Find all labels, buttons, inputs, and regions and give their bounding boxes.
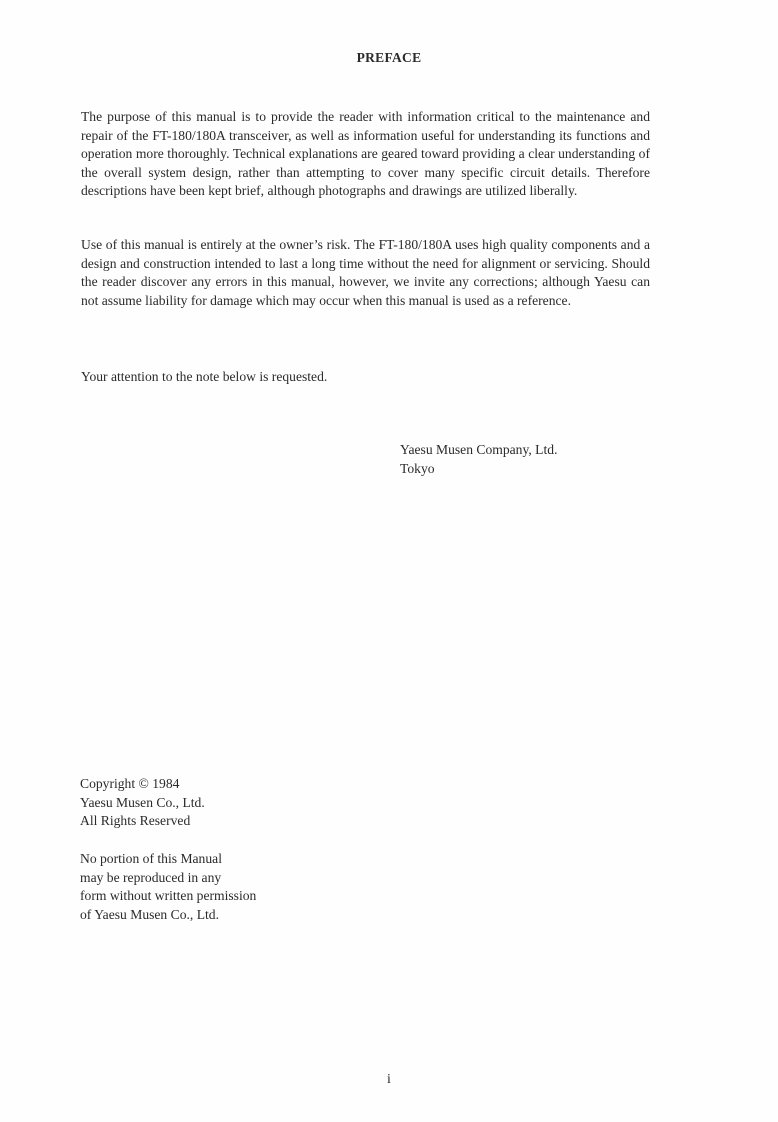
notice-line-3: form without written permission bbox=[80, 888, 257, 904]
page-title: PREFACE bbox=[356, 50, 422, 65]
notice-line-1: No portion of this Manual bbox=[80, 851, 222, 866]
copyright-rights: All Rights Reserved bbox=[80, 813, 191, 829]
copyright-line: Copyright © 1984 bbox=[80, 776, 180, 791]
copyright-holder: Yaesu Musen Co., Ltd. bbox=[80, 794, 205, 810]
signature-company: Yaesu Musen Company, Ltd. bbox=[400, 442, 558, 457]
reproduction-notice bbox=[80, 850, 256, 924]
notice-line-2: may be reproduced in any bbox=[80, 869, 222, 885]
copyright-block bbox=[80, 775, 205, 831]
signature-block bbox=[400, 441, 557, 478]
preface-paragraph-risk: Use of this manual is entirely at the owner’s risk. The FT-180/180A uses high quality components and a design and construction intended to last a long time without the need for alignment or servicing. Should the reader discover any errors in this manual, however, we invite any corrections; although Yaesu can not assume liability for damage which may occur when this manual is used as a reference. bbox=[81, 237, 650, 308]
page-number: i bbox=[387, 1072, 391, 1087]
notice-line-4: of Yaesu Musen Co., Ltd. bbox=[80, 906, 219, 922]
preface-paragraph-attention: Your attention to the note below is requested. bbox=[81, 369, 328, 384]
signature-city: Tokyo bbox=[400, 460, 435, 476]
preface-paragraph-purpose: The purpose of this manual is to provide the reader with information critical to the maintenance and repair of the FT-180/180A transceiver, as well as information useful for understanding its functions and operation more thoroughly. Technical explanations are geared toward providing a clear understanding of the overall system design, rather than attempting to cover many specific circuit details. Therefore descriptions have been kept brief, although photographs and drawings are utilized liberally. bbox=[81, 109, 650, 199]
